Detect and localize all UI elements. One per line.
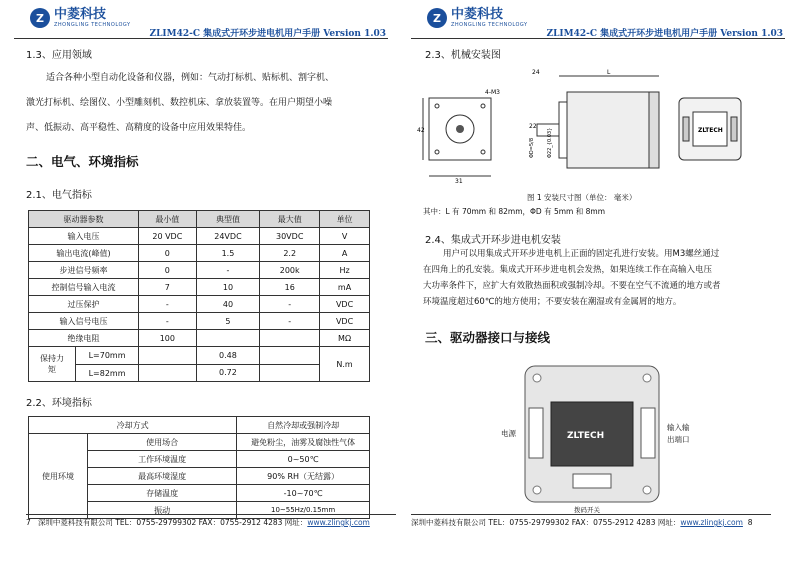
label-io: 出端口: [667, 435, 690, 444]
table-cell: 0.72: [196, 364, 260, 382]
section-heading-2-1: 2.1、电气指标: [26, 190, 92, 201]
table-cell: 最高环境湿度: [88, 468, 237, 485]
table-header-row: [29, 211, 370, 228]
label-io: 输入输: [667, 423, 690, 432]
table-row: [29, 296, 370, 313]
column-header: 单位: [320, 211, 370, 228]
dim-label: 24: [532, 69, 540, 76]
section-heading-2-4: 2.4、集成式开环步进电机安装: [425, 235, 561, 246]
table-cell: L=70mm: [76, 347, 138, 365]
mount-hole: [435, 150, 439, 154]
table-cell: [260, 347, 320, 365]
label-power: 电源: [501, 429, 516, 438]
table-cell: Hz: [320, 262, 370, 279]
table-cell: -: [139, 296, 197, 313]
table-cell: 10: [196, 279, 260, 296]
page-header: [14, 8, 388, 39]
torque-label: 保持力: [40, 354, 64, 363]
logo-icon: Z: [427, 8, 447, 28]
table-cell: 2.2: [260, 245, 320, 262]
table-cell: 控制信号输入电流: [29, 279, 139, 296]
paragraph-line: 用户可以用集成式开环步进电机上正面的固定孔进行安装。用M3螺丝通过: [443, 249, 720, 259]
table-row: [29, 262, 370, 279]
electrical-spec-table: [28, 210, 370, 382]
table-cell: 避免粉尘，油雾及腐蚀性气体: [237, 434, 370, 451]
table-cell: 输入信号电压: [29, 313, 139, 330]
column-header: 最大值: [260, 211, 320, 228]
page-number: 7: [26, 518, 31, 527]
table-cell: [260, 330, 320, 347]
table-cell: A: [320, 245, 370, 262]
dim-label: Φ22_{0.03}: [547, 127, 553, 158]
table-row: [29, 313, 370, 330]
io-connector: [731, 117, 737, 141]
table-cell: -: [139, 313, 197, 330]
table-cell: 40: [196, 296, 260, 313]
header-title: ZLIM42-C 集成式开环步进电机用户手册 Version 1.03: [546, 29, 783, 39]
table-cell: 输入电压: [29, 228, 139, 245]
dim-label: 31: [455, 178, 463, 184]
table-cell: MΩ: [320, 330, 370, 347]
table-cell: 90% RH（无结露）: [237, 468, 370, 485]
logo-text: 中菱科技: [451, 7, 504, 22]
table-cell: VDC: [320, 313, 370, 330]
paragraph-line: 激光打标机、绘图仪、小型雕刻机、数控机床、拿放装置等。在用户期望小噪: [26, 98, 333, 108]
page-footer: [411, 514, 771, 528]
paragraph-line: 环境温度超过60℃的地方使用；不要安装在潮湿或有金属屑的地方。: [423, 297, 682, 307]
table-cell: 输出电流(峰值): [29, 245, 139, 262]
footer-link[interactable]: www.zlingkj.com: [307, 518, 370, 527]
table-cell: 振动: [88, 502, 237, 519]
driver-cover: [649, 92, 659, 168]
torque-label-cell: [29, 347, 139, 382]
table-cell: N.m: [320, 347, 370, 382]
table-cell: -: [260, 296, 320, 313]
table-cell: mA: [320, 279, 370, 296]
mount-hole: [643, 486, 651, 494]
paragraph-line: 大功率条件下，应扩大有效散热面积或强制冷却。不要在空气不流通的地方或者: [423, 281, 721, 291]
motor-shaft-end: [456, 125, 464, 133]
mount-hole: [481, 150, 485, 154]
right-page: [397, 0, 793, 561]
left-page: [0, 0, 396, 561]
paragraph-line: 适合各种小型自动化设备和仪器，例如：气动打标机、贴标机、割字机、: [46, 73, 335, 83]
footer-text: 深圳中菱科技有限公司 TEL：0755-29799302 FAX：0755-2912 4283 网址：: [411, 518, 681, 527]
table-row: [29, 347, 370, 365]
table-cell: 0: [139, 262, 197, 279]
table-cell: 冷却方式: [29, 417, 237, 434]
mount-hole: [533, 374, 541, 382]
power-connector: [683, 117, 689, 141]
motor-body: [567, 92, 649, 168]
logo-icon: Z: [30, 8, 50, 28]
brand-label: ZLTECH: [698, 127, 723, 134]
dim-label: ΦD=5/8: [529, 137, 535, 158]
table-cell: 30VDC: [260, 228, 320, 245]
table-cell: 过压保护: [29, 296, 139, 313]
table-cell: -10~70℃: [237, 485, 370, 502]
mount-hole: [435, 104, 439, 108]
table-cell: 存储温度: [88, 485, 237, 502]
company-logo: [427, 8, 528, 28]
table-row: [29, 279, 370, 296]
table-cell: 工作环境温度: [88, 451, 237, 468]
dim-label: 42: [417, 127, 425, 134]
table-cell: VDC: [320, 296, 370, 313]
table-cell: 10~55Hz/0.15mm: [237, 502, 370, 519]
table-cell: 16: [260, 279, 320, 296]
table-cell: V: [320, 228, 370, 245]
table-row: [29, 434, 370, 451]
io-connector: [641, 408, 655, 458]
section-heading-2-3: 2.3、机械安装图: [425, 50, 501, 61]
company-logo: [30, 8, 131, 28]
table-cell: 7: [139, 279, 197, 296]
column-header: 典型值: [196, 211, 260, 228]
table-row: [29, 245, 370, 262]
footer-link[interactable]: www.zlingkj.com: [680, 518, 743, 527]
table-cell: 0.48: [196, 347, 260, 365]
table-cell: 0: [139, 245, 197, 262]
logo-subtext: ZHONGLING TECHNOLOGY: [451, 22, 528, 28]
page-footer: [26, 514, 396, 528]
environment-spec-table: [28, 416, 370, 519]
mechanical-drawing: [417, 62, 777, 184]
section-heading-1-3: 1.3、应用领域: [26, 50, 92, 61]
mount-hole: [643, 374, 651, 382]
logo-text: 中菱科技: [54, 7, 107, 22]
header-title: ZLIM42-C 集成式开环步进电机用户手册 Version 1.03: [149, 29, 386, 39]
section-heading-2-2: 2.2、环境指标: [26, 398, 92, 409]
dim-label: L: [607, 69, 611, 76]
table-cell: 使用场合: [88, 434, 237, 451]
mount-hole: [481, 104, 485, 108]
table-cell: 24VDC: [196, 228, 260, 245]
driver-interface-photo: [517, 362, 667, 510]
table-cell: 0~50℃: [237, 451, 370, 468]
figure-caption: 图 1 安装尺寸图（单位： 毫米）: [527, 193, 637, 202]
dim-label: 22: [529, 123, 537, 130]
table-cell: [139, 364, 197, 382]
table-cell: 20 VDC: [139, 228, 197, 245]
table-cell: -: [260, 313, 320, 330]
table-header-row: [29, 417, 370, 434]
motor-flange: [559, 102, 567, 158]
footer-text: 深圳中菱科技有限公司 TEL：0755-29799302 FAX：0755-2912 4283 网址：: [37, 518, 308, 527]
table-cell: [260, 364, 320, 382]
torque-label: 矩: [48, 365, 56, 374]
table-cell: [196, 330, 260, 347]
table-cell: 使用环境: [29, 434, 88, 519]
table-cell: 自然冷却或强制冷却: [237, 417, 370, 434]
paragraph-line: 声、低振动、高平稳性、高精度的设备中应用效果特佳。: [26, 123, 252, 133]
table-cell: 200k: [260, 262, 320, 279]
chapter-heading-3: 三、驱动器接口与接线: [425, 330, 551, 345]
page-number: 8: [747, 518, 753, 527]
table-cell: 5: [196, 313, 260, 330]
page-header: [411, 8, 785, 39]
figure-note: 其中：L 有 70mm 和 82mm，ΦD 有 5mm 和 8mm: [423, 207, 606, 216]
mount-hole: [533, 486, 541, 494]
logo-subtext: ZHONGLING TECHNOLOGY: [54, 22, 131, 28]
label-dip-switch: 拨码开关: [574, 506, 600, 514]
dip-switch[interactable]: [573, 474, 611, 488]
power-connector: [529, 408, 543, 458]
table-cell: 1.5: [196, 245, 260, 262]
chapter-heading-2: 二、电气、环境指标: [26, 154, 139, 169]
column-header: 最小值: [139, 211, 197, 228]
table-cell: -: [196, 262, 260, 279]
table-row: [29, 330, 370, 347]
paragraph-line: 在四角上的孔安装。集成式开环步进电机会发热，如果连续工作在高输入电压: [423, 265, 713, 275]
table-cell: 步进信号频率: [29, 262, 139, 279]
table-cell: 100: [139, 330, 197, 347]
column-header: 驱动器参数: [29, 211, 139, 228]
table-cell: [139, 347, 197, 365]
table-row: [29, 228, 370, 245]
dim-label: 4-M3: [485, 89, 500, 96]
brand-label: ZLTECH: [567, 431, 605, 441]
table-cell: L=82mm: [88, 369, 126, 378]
table-cell: 绝缘电阻: [29, 330, 139, 347]
